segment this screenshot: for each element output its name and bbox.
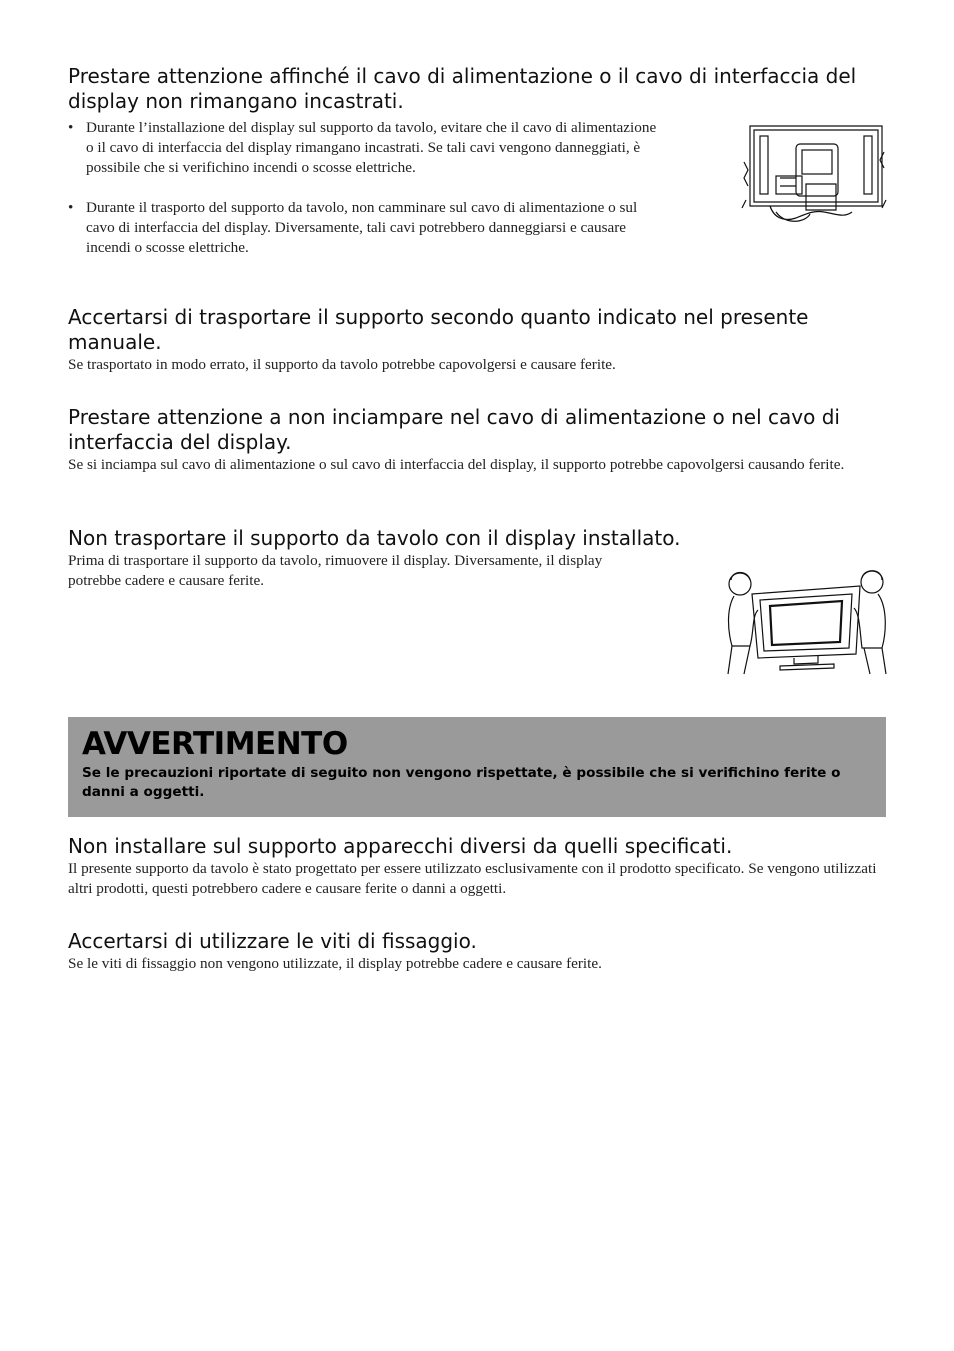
bullet-mark: • — [68, 199, 74, 216]
display-cable-illustration — [740, 122, 888, 230]
bullet-item — [68, 198, 658, 258]
section-body: Il presente supporto da tavolo è stato progettato per essere utilizzato esclusivamente con il prodotto specificato. Se vengono utilizzati altri prodotti, questi potrebbero cadere e causare ferite o danni a oggetti. — [68, 860, 877, 897]
section-trip-cable — [68, 405, 886, 475]
section-body: Se le viti di fissaggio non vengono utilizzate, il display potrebbe cadere e causare ferite. — [68, 955, 602, 972]
section-heading: Prestare attenzione affinché il cavo di alimentazione o il cavo di interfaccia del display non rimangano incastrati. — [68, 64, 857, 113]
section-heading: Accertarsi di trasportare il supporto secondo quanto indicato nel presente manuale. — [68, 305, 809, 354]
bullet-text: Durante il trasporto del supporto da tavolo, non camminare sul cavo di alimentazione o sul cavo di interfaccia del display. Diversamente, tali cavi potrebbero danneggiarsi e causare incendi o scosse elettriche. — [86, 199, 638, 256]
section-heading: Accertarsi di utilizzare le viti di fissaggio. — [68, 929, 477, 953]
section-body: Se trasportato in modo errato, il supporto da tavolo potrebbe capovolgersi e causare ferite. — [68, 356, 616, 373]
carrying-display-illustration — [722, 562, 890, 678]
bullet-mark: • — [68, 119, 74, 136]
bullet-item — [68, 118, 658, 178]
section-body: Se si inciampa sul cavo di alimentazione o sul cavo di interfaccia del display, il supporto potrebbe capovolgersi causando ferite. — [68, 456, 845, 473]
section-body: Prima di trasportare il supporto da tavolo, rimuovere il display. Diversamente, il display potrebbe cadere e causare ferite. — [68, 552, 603, 589]
section-fixing-screws — [68, 929, 886, 974]
warning-title: AVVERTIMENTO — [82, 726, 348, 762]
section-heading: Non installare sul supporto apparecchi diversi da quelli specificati. — [68, 834, 733, 858]
section-heading: Non trasportare il supporto da tavolo con il display installato. — [68, 526, 681, 550]
warning-text: Se le precauzioni riportate di seguito non vengono rispettate, è possibile che si verifichino ferite o danni a oggetti. — [82, 765, 841, 800]
bullet-list — [68, 118, 658, 258]
warning-banner — [68, 717, 886, 817]
section-transport-manual — [68, 305, 886, 375]
bullet-text: Durante l’installazione del display sul supporto da tavolo, evitare che il cavo di alimentazione o il cavo di interfaccia del display rimangano incastrati. Se tali cavi vengono danneggiati, è possibile che si verifichino incendi o scosse elettriche. — [86, 119, 657, 176]
section-heading: Prestare attenzione a non inciampare nel cavo di alimentazione o nel cavo di interfaccia del display. — [68, 405, 840, 454]
section-specified-devices — [68, 834, 886, 899]
